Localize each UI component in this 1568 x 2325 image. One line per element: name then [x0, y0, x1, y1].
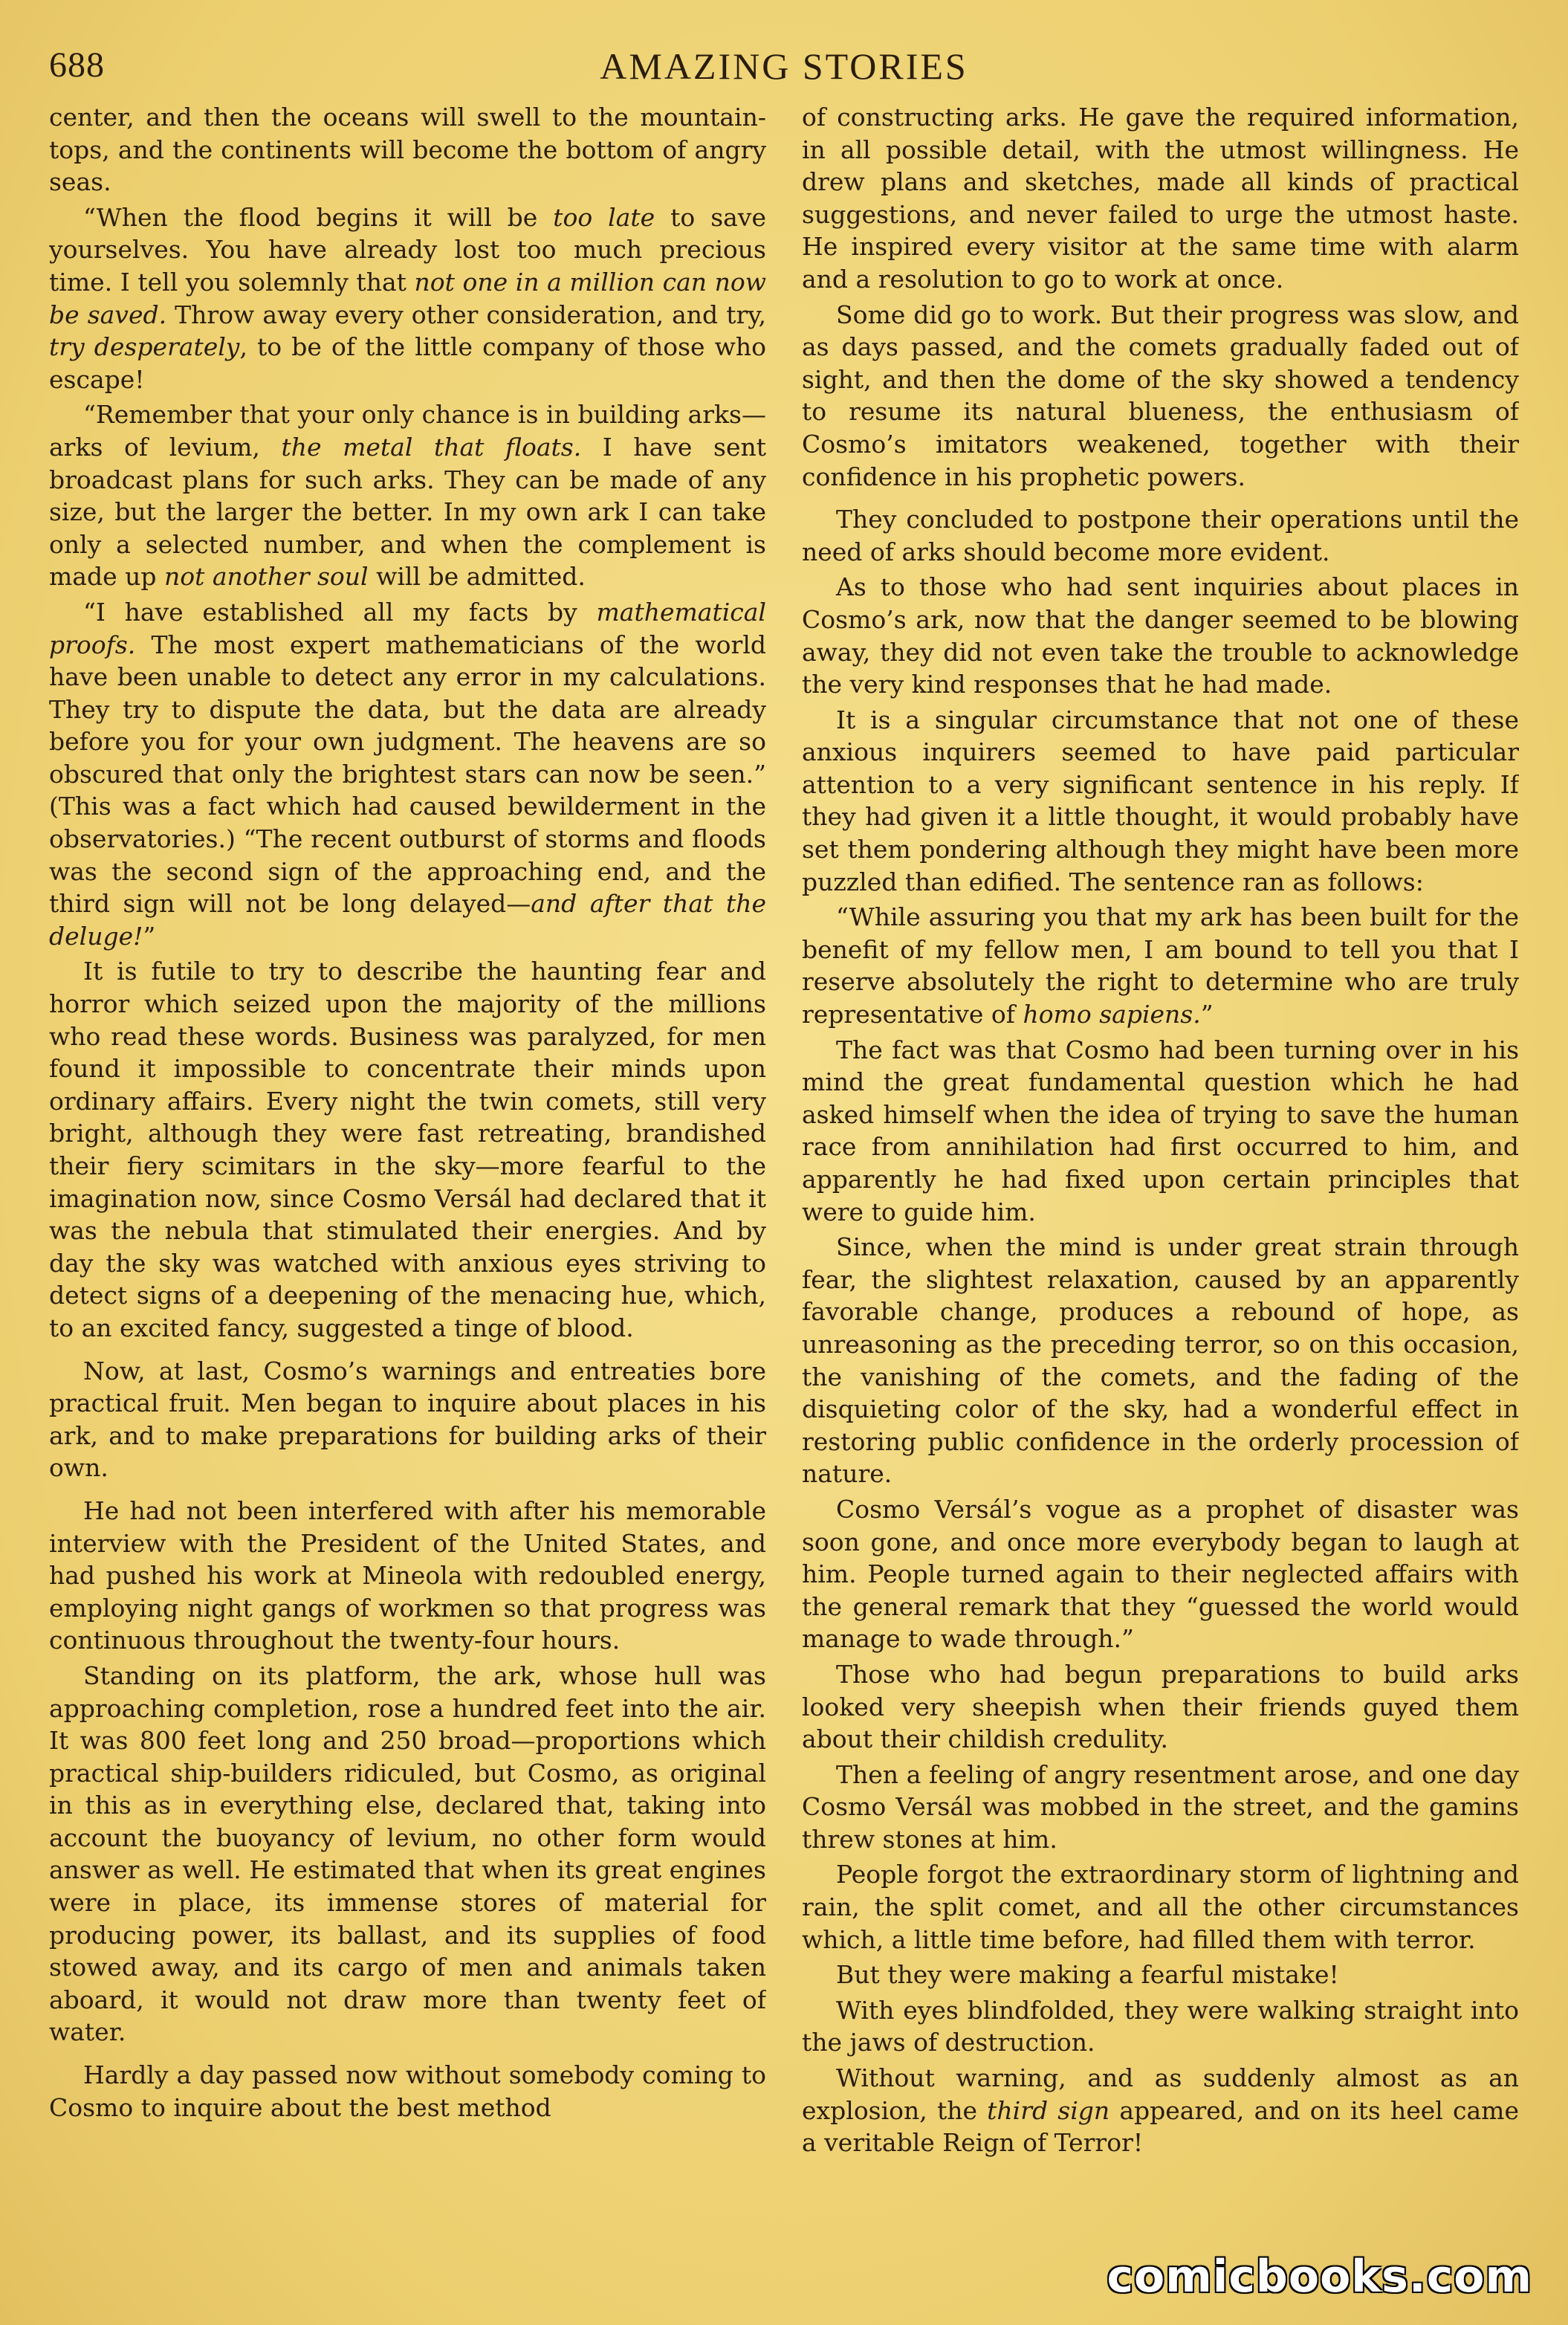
paragraph: But they were making a fearful mistake! — [836, 1960, 1339, 1990]
page-number: 688 — [49, 45, 105, 85]
paragraph: Then a feeling of angry resentment arose, and one day Cosmo Versál was mobbed in the street, and the gamins threw stones at him. — [802, 1759, 1519, 1854]
paragraph: Standing on its platform, the ark, whose hull was approaching completion, rose a hundred feet into the air. It was 800 feet long and 250 broad—proportions which practical ship-builders ridiculed, but Cosmo, as original in this as in everything else, declared that, taking into account the buoyancy of levium, no other form would answer as well. He estimated that when its great engines were in place, its immense stores of material for producing power, its ballast, and its supplies of food stowed away, and its cargo of men and animals taken aboard, it would not draw more than twenty feet of water. — [49, 1661, 766, 2047]
paragraph: Now, at last, Cosmo’s warnings and entreaties bore practical fruit. Men began to inquire about places in his ark, and to make preparations for building arks of their own. — [49, 1356, 766, 1483]
paragraph: Those who had begun preparations to build arks looked very sheepish when their friends guyed them about their childish credulity. — [802, 1659, 1519, 1754]
paragraph: “While assuring you that my ark has been built for the benefit of my fellow men, I am bound to tell you that I reserve absolutely the right to determine who are truly representative of homo sapiens.” — [802, 902, 1519, 1029]
paragraph: The fact was that Cosmo had been turning over in his mind the great fundamental question which he had asked himself when the idea of trying to save the human race from annihilation had first occurred to him, and apparently he had fixed upon certain principles that were to guide him. — [802, 1035, 1519, 1226]
paragraph: “When the flood begins it will be too late to save yourselves. You have already lost too much precious time. I tell you solemnly that not one in a million can now be saved. Throw away every other consideration, and try, try desperately, to be of the little company of those who escape! — [49, 202, 766, 394]
paragraph: center, and then the oceans will swell to the mountain-tops, and the continents will become the bottom of angry seas. — [49, 103, 766, 197]
paragraph: He had not been interfered with after his memorable interview with the President of the United States, and had pushed his work at Mineola with redoubled energy, employing night gangs of workmen so that progress was continuous throughout the twenty-four hours. — [49, 1495, 766, 1655]
paragraph: Hardly a day passed now without somebody coming to Cosmo to inquire about the best method — [49, 2060, 766, 2122]
paragraph: With eyes blindfolded, they were walking straight into the jaws of destruction. — [802, 1995, 1519, 2057]
paragraph: They concluded to postpone their operations until the need of arks should become more evident. — [802, 505, 1519, 566]
text-columns — [49, 101, 1519, 2279]
paragraph: It is a singular circumstance that not one of these anxious inquirers seemed to have paid particular attention to a very significant sentence in his reply. If they had given it a little thought, it would probably have set them pondering although they might have been more puzzled than edified. The sentence ran as follows: — [802, 705, 1519, 896]
watermark: comicbooks.com — [1107, 2251, 1532, 2303]
paragraph: Some did go to work. But their progress was slow, and as days passed, and the comets gradually faded out of sight, and then the dome of the sky showed a tendency to resume its natural blueness, the enthusiasm of Cosmo’s imitators weakened, together with their confidence in his prophetic powers. — [802, 300, 1519, 491]
left-column — [49, 101, 766, 2279]
paragraph: Without warning, and as suddenly almost as an explosion, the third sign appeared, and on its heel came a veritable Reign of Terror! — [802, 2063, 1519, 2158]
paragraph: It is futile to try to describe the haunting fear and horror which seized upon the majority of the millions who read these words. Business was paralyzed, for men found it impossible to concentrate their minds upon ordinary affairs. Every night the twin comets, still very bright, although they were fast retreating, brandished their fiery scimitars in the sky—more fearful to the imagination now, since Cosmo Versál had declared that it was the nebula that stimulated their energies. And by day the sky was watched with anxious eyes striving to detect signs of a deepening of the menacing hue, which, to an excited fancy, suggested a tinge of blood. — [49, 957, 766, 1342]
paragraph: of constructing arks. He gave the required information, in all possible detail, with the utmost willingness. He drew plans and sketches, made all kinds of practical suggestions, and never failed to urge the utmost haste. He inspired every visitor at the same time with alarm and a resolution to go to work at once. — [802, 103, 1519, 294]
paragraph: Since, when the mind is under great strain through fear, the slightest relaxation, caused by an apparently favorable change, produces a rebound of hope, as unreasoning as the preceding terror, so on this occasion, the vanishing of the comets, and the fading of the disquieting color of the sky, had a wonderful effect in restoring public confidence in the orderly procession of nature. — [802, 1232, 1519, 1489]
right-column — [802, 101, 1519, 2279]
page-header — [49, 42, 1519, 94]
running-head: AMAZING STORIES — [600, 45, 968, 87]
paragraph: As to those who had sent inquiries about places in Cosmo’s ark, now that the danger seemed to be blowing away, they did not even take the trouble to acknowledge the very kind responses that he had made. — [802, 572, 1519, 699]
paragraph: People forgot the extraordinary storm of lightning and rain, the split comet, and all the other circumstances which, a little time before, had filled them with terror. — [802, 1860, 1519, 1954]
paragraph: Cosmo Versál’s vogue as a prophet of disaster was soon gone, and once more everybody began to laugh at him. People turned again to their neglected affairs with the general remark that they “guessed the world would manage to wade through.” — [802, 1494, 1519, 1654]
paragraph: “Remember that your only chance is in building arks—arks of levium, the metal that floats. I have sent broadcast plans for such arks. They can be made of any size, but the larger the better. In my own ark I can take only a selected number, and when the complement is made up not another soul will be admitted. — [49, 400, 766, 592]
paragraph: “I have established all my facts by mathematical proofs. The most expert mathematicians of the world have been unable to detect any error in my calculations. They try to dispute the data, but the data are already before you for your own judgment. The heavens are so obscured that only the brightest stars can now be seen.” (This was a fact which had caused bewilderment in the observatories.) “The recent outburst of storms and floods was the second sign of the approaching end, and the third sign will not be long delayed—and after that the deluge!” — [49, 597, 766, 951]
